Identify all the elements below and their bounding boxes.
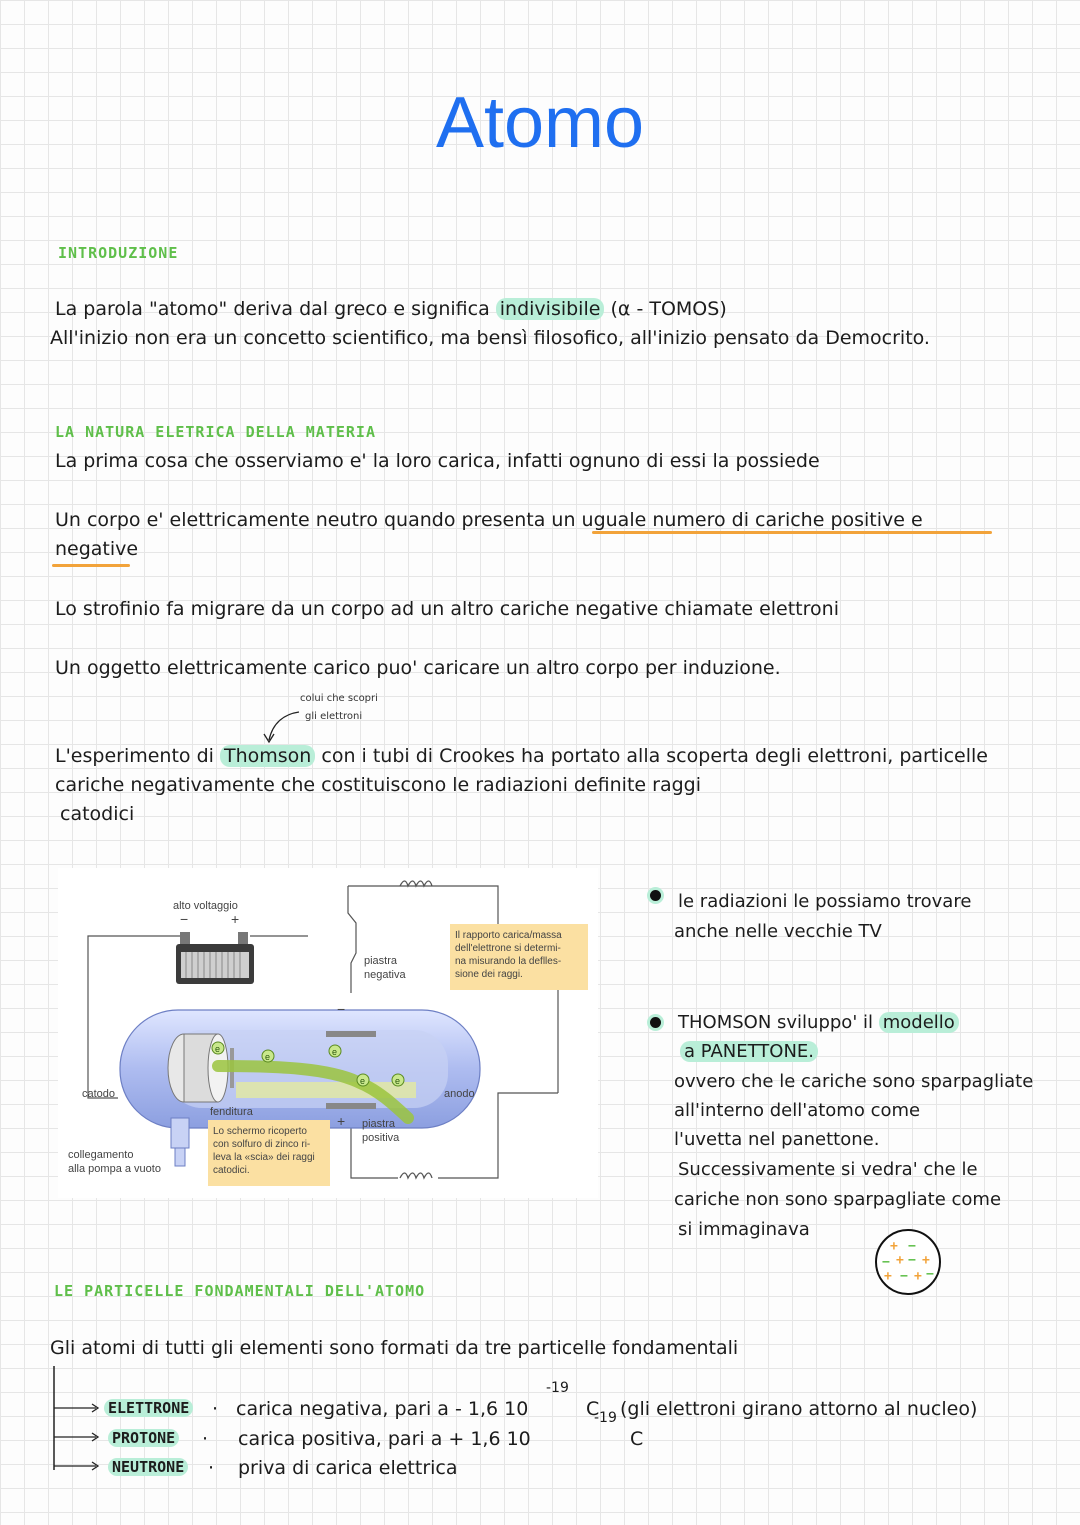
label-catodo: catodo <box>82 1088 116 1100</box>
label-alto-voltaggio: alto voltaggio <box>173 900 238 912</box>
highlight-thomson: Thomson <box>220 745 315 767</box>
page-title: Atomo <box>435 83 645 163</box>
svg-text:−: − <box>908 1239 916 1254</box>
svg-text:−: − <box>882 1255 890 1270</box>
negative-plate <box>326 1031 376 1037</box>
thomson-text-b: con i tubi di Crookes ha portato alla scoperta degli elettroni, particelle <box>321 745 988 767</box>
plate-plus-sign: + <box>337 1113 346 1129</box>
bullet-2 <box>650 1017 661 1028</box>
particle-unit-proton: C <box>630 1428 644 1450</box>
particle-electron <box>104 1398 193 1417</box>
box2-line-4: catodici. <box>213 1165 250 1176</box>
thomson-text-a: L'esperimento di <box>55 745 214 767</box>
particle-neutron <box>108 1457 188 1476</box>
particle-exp-electron: -19 <box>546 1380 569 1396</box>
svg-text:e: e <box>215 1044 221 1054</box>
svg-text:+: + <box>890 1239 898 1254</box>
annotation-line-1: colui che scopri <box>300 693 378 704</box>
particle-desc-proton: carica positiva, pari a + 1,6 10 <box>238 1428 531 1450</box>
highlight-modello: modello <box>879 1012 959 1033</box>
note-2-line-6: Successivamente si vedra' che le <box>678 1159 978 1180</box>
natura-paragraph-1: La prima cosa che osserviamo e' la loro carica, infatti ognuno di essi la possiede <box>55 450 820 472</box>
positive-plate <box>326 1103 376 1109</box>
svg-text:e: e <box>395 1076 401 1086</box>
battery-plus: + <box>231 911 240 927</box>
crookes-tube-diagram <box>58 868 598 1198</box>
dot-1: · <box>212 1398 219 1420</box>
underline-negative <box>52 564 130 567</box>
natura-paragraph-2: Un corpo e' elettricamente neutro quando presenta un uguale numero di cariche positive e <box>55 509 923 531</box>
bullet-1 <box>650 890 661 901</box>
thomson-line-1 <box>55 745 988 767</box>
intro-line-1 <box>55 298 727 320</box>
thomson-line-2: cariche negativamente che costituiscono le radiazioni definite raggi <box>55 774 701 796</box>
svg-text:e: e <box>265 1052 271 1062</box>
svg-text:+: + <box>922 1253 930 1268</box>
particle-desc-electron: carica negativa, pari a - 1,6 10 <box>236 1398 529 1420</box>
note-2-line-3: ovvero che le cariche sono sparpagliate <box>674 1071 1034 1092</box>
note-2-line-1 <box>678 1012 959 1033</box>
dot-3: · <box>208 1457 215 1479</box>
panettone-model-icon <box>870 1228 946 1298</box>
box2-line-2: con solfuro di zinco ri- <box>213 1139 311 1150</box>
note-2-line-4: all'interno dell'atomo come <box>674 1100 921 1121</box>
particles-tree-lines <box>46 1362 116 1482</box>
note-2-line-8: si immaginava <box>678 1219 810 1240</box>
label-piastra-positiva-2: positiva <box>362 1132 400 1144</box>
note-2-line-7: cariche non sono sparpagliate come <box>674 1189 1002 1210</box>
svg-text:−: − <box>908 1253 916 1268</box>
box1-line-2: dell'elettrone si determi- <box>455 943 561 954</box>
box2-line-1: Lo schermo ricoperto <box>213 1126 307 1137</box>
svg-text:+: + <box>914 1269 922 1284</box>
label-piastra-negativa-2: negativa <box>364 969 406 981</box>
particle-proton <box>108 1428 179 1447</box>
natura-heading: LA NATURA ELETRICA DELLA MATERIA <box>55 423 376 441</box>
note-1-line-1: le radiazioni le possiamo trovare <box>678 891 972 912</box>
annotation-arrow-icon <box>255 700 305 750</box>
svg-text:+: + <box>884 1269 892 1284</box>
label-anodo: anodo <box>444 1088 475 1100</box>
thomson-line-3: catodici <box>60 803 135 825</box>
note-1-line-2: anche nelle vecchie TV <box>674 921 882 942</box>
svg-text:−: − <box>900 1269 908 1284</box>
highlight-indivisibile: indivisibile <box>496 298 605 320</box>
particle-desc-neutron: priva di carica elettrica <box>238 1457 458 1479</box>
natura-paragraph-2b: negative <box>55 538 139 560</box>
natura-paragraph-4: Un oggetto elettricamente carico puo' caricare un altro corpo per induzione. <box>55 657 781 679</box>
underline-uguale <box>592 531 992 534</box>
intro-line-2: All'inizio non era un concetto scientifico, ma bensì filosofico, all'inizio pensato da Democrito. <box>50 327 930 349</box>
label-fenditura: fenditura <box>210 1106 253 1118</box>
note-2-line-5: l'uvetta nel panettone. <box>674 1129 880 1150</box>
highlight-panettone: a PANETTONE. <box>680 1041 818 1062</box>
label-piastra-positiva-1: piastra <box>362 1118 396 1130</box>
particles-intro: Gli atomi di tutti gli elementi sono formati da tre particelle fondamentali <box>50 1337 739 1359</box>
note-2-text: THOMSON sviluppo' il <box>678 1012 873 1033</box>
particle-name-proton: PROTONE <box>108 1429 179 1447</box>
label-collegamento-1: collegamento <box>68 1149 134 1161</box>
svg-text:e: e <box>332 1047 338 1057</box>
particle-exp-proton: -19 <box>594 1410 617 1426</box>
svg-text:−: − <box>926 1267 934 1282</box>
note-2-line-2-wrap <box>680 1041 818 1062</box>
particle-name-electron: ELETTRONE <box>104 1399 193 1417</box>
particle-name-neutron: NEUTRONE <box>108 1458 188 1476</box>
svg-text:+: + <box>896 1253 904 1268</box>
label-piastra-negativa-1: piastra <box>364 955 398 967</box>
battery-minus: − <box>180 911 189 927</box>
box2-line-3: leva la «scia» dei raggi <box>213 1152 315 1163</box>
particles-heading: LE PARTICELLE FONDAMENTALI DELL'ATOMO <box>54 1282 426 1300</box>
intro-text-a: La parola "atomo" deriva dal greco e significa <box>55 298 490 320</box>
box1-line-3: na misurando la deflles- <box>455 956 562 967</box>
dot-2: · <box>202 1428 209 1450</box>
annotation-line-2: gli elettroni <box>305 711 363 722</box>
plate-minus-sign: − <box>337 1001 346 1017</box>
svg-text:e: e <box>360 1076 366 1086</box>
intro-heading: INTRODUZIONE <box>58 244 179 262</box>
box1-line-1: Il rapporto carica/massa <box>455 930 562 941</box>
natura-paragraph-3: Lo strofinio fa migrare da un corpo ad un altro cariche negative chiamate elettroni <box>55 598 839 620</box>
particle-unit-electron: C <box>586 1398 600 1420</box>
label-collegamento-2: alla pompa a vuoto <box>68 1163 161 1175</box>
intro-text-b: (α - TOMOS) <box>610 298 727 320</box>
particle-extra-electron: (gli elettroni girano attorno al nucleo) <box>620 1398 978 1420</box>
box1-line-4: sione dei raggi. <box>455 969 523 980</box>
